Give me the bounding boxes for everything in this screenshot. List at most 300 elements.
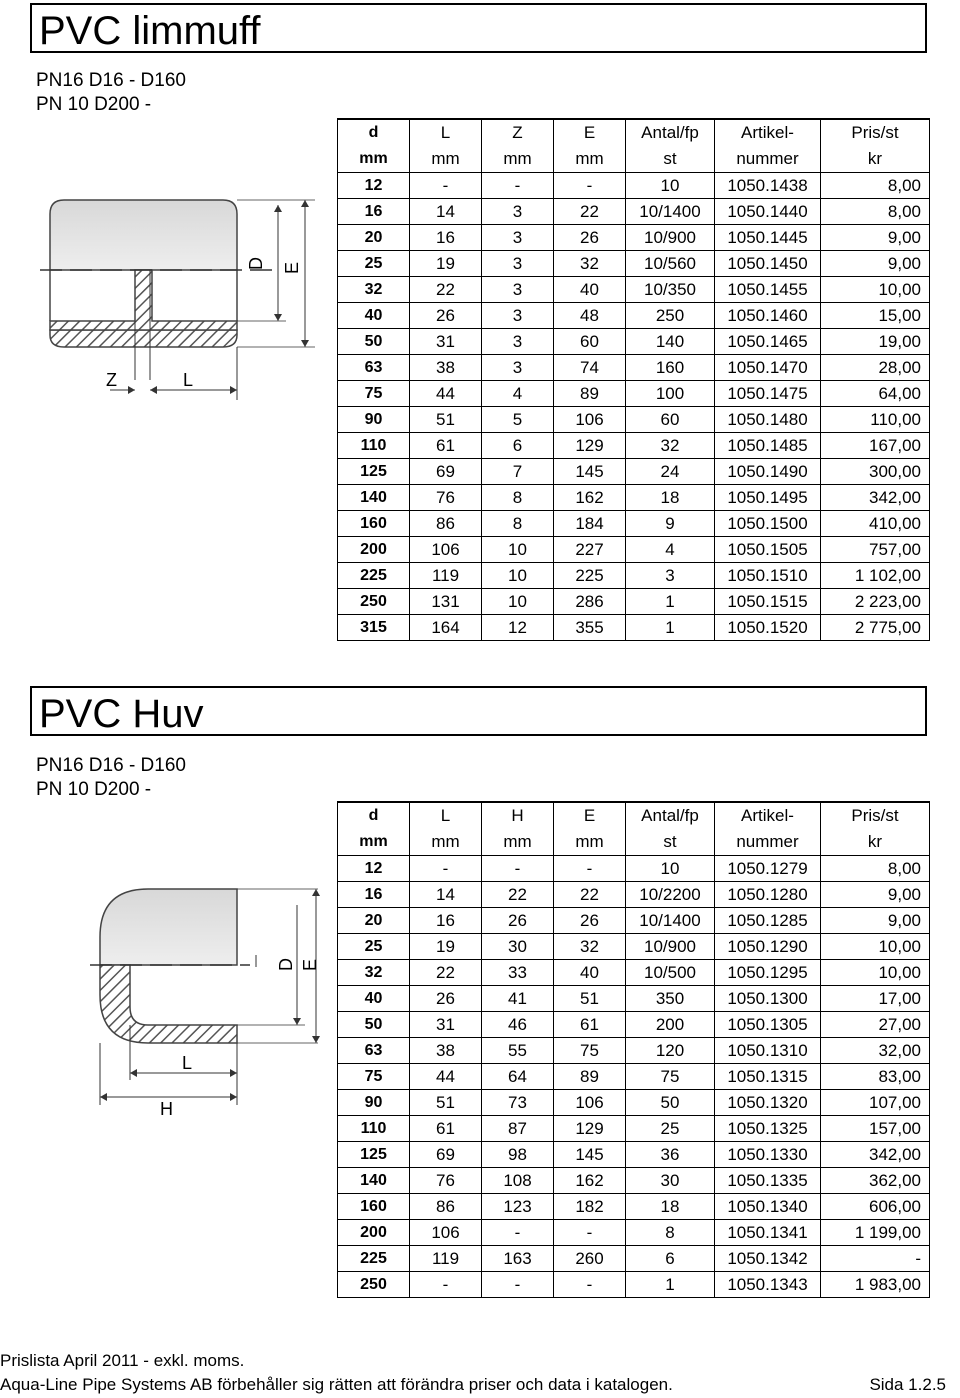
table-cell: 19,00	[821, 329, 930, 355]
table-cell: 44	[410, 381, 482, 407]
table-cell: 89	[554, 381, 626, 407]
table-cell: 31	[410, 329, 482, 355]
table-cell: -	[410, 1272, 482, 1298]
table-cell: 86	[410, 1194, 482, 1220]
table-cell: -	[410, 856, 482, 882]
section-title-box	[30, 686, 927, 736]
table-cell: 1050.1335	[715, 1168, 821, 1194]
table-cell: 1050.1505	[715, 537, 821, 563]
header-cell: L	[410, 119, 482, 146]
table-cell: 225	[338, 563, 410, 589]
table-cell: 1050.1340	[715, 1194, 821, 1220]
table-cell: 145	[554, 459, 626, 485]
table-cell: 22	[410, 277, 482, 303]
header-cell: L	[410, 802, 482, 829]
price-table	[337, 118, 930, 641]
table-cell: 342,00	[821, 1142, 930, 1168]
table-cell: 16	[410, 908, 482, 934]
table-cell: 227	[554, 537, 626, 563]
section-title-box	[30, 3, 927, 53]
table-cell: 8	[482, 485, 554, 511]
table-cell: 1050.1280	[715, 882, 821, 908]
table-cell: 106	[410, 537, 482, 563]
table-cell: 182	[554, 1194, 626, 1220]
table-cell: -	[554, 1220, 626, 1246]
table-cell: 1050.1515	[715, 589, 821, 615]
table-cell: 76	[410, 1168, 482, 1194]
table-cell: 22	[554, 882, 626, 908]
table-cell: 86	[410, 511, 482, 537]
table-cell: 1050.1285	[715, 908, 821, 934]
table-cell: 355	[554, 615, 626, 641]
table-cell: 63	[338, 1038, 410, 1064]
cap-diagram	[90, 875, 330, 1120]
table-cell: 757,00	[821, 537, 930, 563]
table-cell: 6	[482, 433, 554, 459]
table-cell: 1050.1470	[715, 355, 821, 381]
table-cell: -	[821, 1246, 930, 1272]
table-cell: 129	[554, 1116, 626, 1142]
table-cell: 25	[338, 934, 410, 960]
table-cell: 41	[482, 986, 554, 1012]
table-cell: 1	[626, 589, 715, 615]
table-cell: 1050.1500	[715, 511, 821, 537]
table-cell: 33	[482, 960, 554, 986]
table-cell: 51	[410, 407, 482, 433]
table-cell: 10	[626, 173, 715, 199]
table-cell: 32	[338, 960, 410, 986]
table-cell: 36	[626, 1142, 715, 1168]
table-cell: 1050.1455	[715, 277, 821, 303]
table-cell: 40	[554, 960, 626, 986]
table-cell: 69	[410, 459, 482, 485]
table-row	[338, 277, 930, 303]
spec-line: PN 10 D200 -	[36, 779, 152, 800]
table-cell: 1050.1342	[715, 1246, 821, 1272]
table-cell: 61	[554, 1012, 626, 1038]
table-cell: 25	[626, 1116, 715, 1142]
table-cell: 24	[626, 459, 715, 485]
table-cell: 14	[410, 882, 482, 908]
table-cell: 10,00	[821, 277, 930, 303]
table-cell: 30	[626, 1168, 715, 1194]
table-row	[338, 1012, 930, 1038]
table-cell: 16	[338, 199, 410, 225]
table-cell: 38	[410, 1038, 482, 1064]
table-cell: 1050.1320	[715, 1090, 821, 1116]
table-row	[338, 225, 930, 251]
table-cell: 300,00	[821, 459, 930, 485]
table-cell: 27,00	[821, 1012, 930, 1038]
table-cell: 32	[338, 277, 410, 303]
table-cell: 98	[482, 1142, 554, 1168]
table-cell: 64	[482, 1064, 554, 1090]
table-cell: 140	[626, 329, 715, 355]
table-cell: 160	[626, 355, 715, 381]
table-cell: 61	[410, 1116, 482, 1142]
table-row	[338, 1194, 930, 1220]
table-cell: 1050.1490	[715, 459, 821, 485]
page-number: Sida 1.2.5	[869, 1375, 946, 1394]
header-cell: E	[554, 119, 626, 146]
table-cell: 350	[626, 986, 715, 1012]
table-cell: 10/560	[626, 251, 715, 277]
dim-label-h: H	[160, 1099, 173, 1119]
header-cell: mm	[482, 146, 554, 173]
table-cell: 164	[410, 615, 482, 641]
table-cell: 10,00	[821, 934, 930, 960]
table-cell: 4	[482, 381, 554, 407]
table-cell: 106	[554, 1090, 626, 1116]
table-cell: 131	[410, 589, 482, 615]
header-cell: E	[554, 802, 626, 829]
table-row	[338, 433, 930, 459]
table-cell: 184	[554, 511, 626, 537]
table-cell: -	[554, 856, 626, 882]
table-cell: 75	[338, 381, 410, 407]
table-cell: 315	[338, 615, 410, 641]
table-cell: 63	[338, 355, 410, 381]
table-cell: 1 199,00	[821, 1220, 930, 1246]
table-cell: 73	[482, 1090, 554, 1116]
table-cell: 8	[626, 1220, 715, 1246]
table-row	[338, 1038, 930, 1064]
header-cell: Pris/st	[821, 119, 930, 146]
table-cell: 3	[482, 303, 554, 329]
spec-line: PN16 D16 - D160	[36, 70, 186, 91]
table-cell: 32	[554, 934, 626, 960]
table-cell: 1050.1440	[715, 199, 821, 225]
table-cell: 48	[554, 303, 626, 329]
table-cell: 260	[554, 1246, 626, 1272]
table-cell: 119	[410, 563, 482, 589]
table-cell: 3	[482, 277, 554, 303]
table-cell: 157,00	[821, 1116, 930, 1142]
table-cell: 18	[626, 1194, 715, 1220]
coupling-diagram	[40, 190, 330, 410]
table-cell: 106	[554, 407, 626, 433]
table-cell: 18	[626, 485, 715, 511]
header-cell: Antal/fp	[626, 802, 715, 829]
header-cell: d	[338, 119, 410, 146]
table-cell: 16	[410, 225, 482, 251]
table-row	[338, 199, 930, 225]
table-row	[338, 459, 930, 485]
table-row	[338, 1168, 930, 1194]
header-cell: kr	[821, 829, 930, 856]
table-cell: 3	[482, 251, 554, 277]
table-cell: 90	[338, 407, 410, 433]
table-row	[338, 381, 930, 407]
table-cell: 106	[410, 1220, 482, 1246]
table-row	[338, 485, 930, 511]
table-cell: 26	[410, 303, 482, 329]
table-cell: 1050.1495	[715, 485, 821, 511]
table-cell: -	[482, 856, 554, 882]
table-row	[338, 563, 930, 589]
table-cell: 15,00	[821, 303, 930, 329]
table-cell: 10/500	[626, 960, 715, 986]
table-cell: 12	[482, 615, 554, 641]
header-cell: d	[338, 802, 410, 829]
table-cell: 10,00	[821, 960, 930, 986]
table-cell: 200	[338, 1220, 410, 1246]
table-cell: -	[482, 1220, 554, 1246]
table-cell: 8	[482, 511, 554, 537]
table-cell: 5	[482, 407, 554, 433]
table-cell: 22	[410, 960, 482, 986]
table-cell: 1050.1520	[715, 615, 821, 641]
dim-label-z: Z	[106, 370, 117, 390]
table-cell: 8,00	[821, 199, 930, 225]
dim-label-d: D	[246, 257, 266, 270]
table-cell: 286	[554, 589, 626, 615]
table-cell: 1050.1465	[715, 329, 821, 355]
table-cell: 90	[338, 1090, 410, 1116]
table-row	[338, 303, 930, 329]
table-cell: 60	[626, 407, 715, 433]
dim-label-e: E	[300, 958, 320, 971]
table-row	[338, 882, 930, 908]
price-table	[337, 801, 930, 1298]
table-cell: 10	[482, 589, 554, 615]
table-cell: 129	[554, 433, 626, 459]
table-cell: 250	[338, 1272, 410, 1298]
table-cell: 1050.1450	[715, 251, 821, 277]
table-cell: 40	[338, 986, 410, 1012]
table-cell: 20	[338, 225, 410, 251]
table-cell: 10/2200	[626, 882, 715, 908]
table-cell: 140	[338, 1168, 410, 1194]
table-cell: 10	[626, 856, 715, 882]
table-cell: -	[554, 1272, 626, 1298]
table-cell: 125	[338, 1142, 410, 1168]
table-cell: 87	[482, 1116, 554, 1142]
table-cell: 12	[338, 856, 410, 882]
header-cell: mm	[410, 829, 482, 856]
table-cell: 145	[554, 1142, 626, 1168]
table-cell: 83,00	[821, 1064, 930, 1090]
section-title: PVC limmuff	[39, 9, 261, 53]
table-cell: 69	[410, 1142, 482, 1168]
table-cell: 1050.1330	[715, 1142, 821, 1168]
table-row	[338, 1246, 930, 1272]
table-row	[338, 960, 930, 986]
table-cell: 110,00	[821, 407, 930, 433]
dim-label-l: L	[183, 370, 194, 390]
header-cell: Pris/st	[821, 802, 930, 829]
table-cell: 8,00	[821, 173, 930, 199]
table-cell: 163	[482, 1246, 554, 1272]
table-cell: 3	[482, 225, 554, 251]
table-cell: 6	[626, 1246, 715, 1272]
table-cell: 1050.1460	[715, 303, 821, 329]
table-cell: 1050.1445	[715, 225, 821, 251]
table-cell: 10	[482, 563, 554, 589]
table-cell: 9,00	[821, 225, 930, 251]
table-row	[338, 511, 930, 537]
header-cell: mm	[482, 829, 554, 856]
table-cell: 60	[554, 329, 626, 355]
table-cell: 32	[554, 251, 626, 277]
table-row	[338, 537, 930, 563]
table-cell: 1050.1290	[715, 934, 821, 960]
table-cell: 32	[626, 433, 715, 459]
table-cell: 89	[554, 1064, 626, 1090]
table-cell: 1 983,00	[821, 1272, 930, 1298]
table-cell: 40	[338, 303, 410, 329]
table-cell: 26	[554, 225, 626, 251]
table-row	[338, 407, 930, 433]
header-cell: mm	[554, 146, 626, 173]
table-cell: -	[482, 173, 554, 199]
table-cell: 28,00	[821, 355, 930, 381]
table-cell: 8,00	[821, 856, 930, 882]
table-cell: 10/900	[626, 225, 715, 251]
header-cell: mm	[338, 146, 410, 173]
table-cell: 1 102,00	[821, 563, 930, 589]
header-cell: H	[482, 802, 554, 829]
table-cell: 2 775,00	[821, 615, 930, 641]
table-cell: 12	[338, 173, 410, 199]
table-cell: 1050.1438	[715, 173, 821, 199]
table-row	[338, 1116, 930, 1142]
table-cell: 3	[482, 355, 554, 381]
table-cell: 3	[626, 563, 715, 589]
table-cell: 1050.1475	[715, 381, 821, 407]
table-cell: 51	[410, 1090, 482, 1116]
table-cell: 61	[410, 433, 482, 459]
table-row	[338, 986, 930, 1012]
header-cell: mm	[338, 829, 410, 856]
table-cell: 1050.1310	[715, 1038, 821, 1064]
table-cell: 1050.1279	[715, 856, 821, 882]
table-row	[338, 589, 930, 615]
table-cell: 55	[482, 1038, 554, 1064]
header-cell: st	[626, 146, 715, 173]
table-cell: 46	[482, 1012, 554, 1038]
dim-label-d: D	[276, 958, 296, 971]
table-cell: 162	[554, 1168, 626, 1194]
spec-block	[36, 69, 186, 117]
table-row	[338, 908, 930, 934]
table-row	[338, 1064, 930, 1090]
table-row	[338, 1090, 930, 1116]
section-title: PVC Huv	[39, 692, 204, 736]
table-row	[338, 355, 930, 381]
table-cell: 1050.1305	[715, 1012, 821, 1038]
table-cell: 167,00	[821, 433, 930, 459]
table-cell: 2 223,00	[821, 589, 930, 615]
table-cell: 10	[482, 537, 554, 563]
table-cell: 19	[410, 934, 482, 960]
table-cell: 40	[554, 277, 626, 303]
header-cell: kr	[821, 146, 930, 173]
table-cell: 125	[338, 459, 410, 485]
header-cell: st	[626, 829, 715, 856]
table-cell: 10/1400	[626, 199, 715, 225]
table-cell: 362,00	[821, 1168, 930, 1194]
table-row	[338, 251, 930, 277]
table-cell: 1050.1341	[715, 1220, 821, 1246]
header-cell: mm	[554, 829, 626, 856]
table-cell: 31	[410, 1012, 482, 1038]
table-cell: 51	[554, 986, 626, 1012]
table-row	[338, 1142, 930, 1168]
header-cell: nummer	[715, 146, 821, 173]
header-cell: Artikel-	[715, 119, 821, 146]
table-cell: 17,00	[821, 986, 930, 1012]
header-cell: Z	[482, 119, 554, 146]
table-cell: 225	[338, 1246, 410, 1272]
table-cell: 123	[482, 1194, 554, 1220]
table-cell: 9,00	[821, 882, 930, 908]
table-cell: 1050.1315	[715, 1064, 821, 1090]
spec-line: PN16 D16 - D160	[36, 755, 186, 776]
table-cell: 9	[626, 511, 715, 537]
table-cell: 4	[626, 537, 715, 563]
table-cell: 160	[338, 1194, 410, 1220]
table-cell: 19	[410, 251, 482, 277]
table-cell: 1050.1300	[715, 986, 821, 1012]
table-row	[338, 934, 930, 960]
footer-line: Prislista April 2011 - exkl. moms.	[0, 1351, 245, 1370]
table-cell: 38	[410, 355, 482, 381]
table-cell: 64,00	[821, 381, 930, 407]
spec-line: PN 10 D200 -	[36, 94, 152, 115]
table-cell: 75	[626, 1064, 715, 1090]
table-cell: 50	[338, 329, 410, 355]
table-cell: 74	[554, 355, 626, 381]
table-cell: 14	[410, 199, 482, 225]
table-cell: 22	[482, 882, 554, 908]
table-cell: 225	[554, 563, 626, 589]
table-cell: 44	[410, 1064, 482, 1090]
spec-block	[36, 754, 186, 802]
table-cell: 16	[338, 882, 410, 908]
table-cell: 10/900	[626, 934, 715, 960]
table-cell: 1050.1485	[715, 433, 821, 459]
table-cell: 9,00	[821, 251, 930, 277]
table-cell: 50	[338, 1012, 410, 1038]
table-row	[338, 1220, 930, 1246]
table-cell: 140	[338, 485, 410, 511]
header-cell: nummer	[715, 829, 821, 856]
table-cell: 26	[482, 908, 554, 934]
table-cell: -	[554, 173, 626, 199]
table-cell: 7	[482, 459, 554, 485]
table-cell: 119	[410, 1246, 482, 1272]
table-cell: 26	[410, 986, 482, 1012]
table-cell: 250	[338, 589, 410, 615]
table-cell: 3	[482, 329, 554, 355]
table-cell: 100	[626, 381, 715, 407]
table-cell: 250	[626, 303, 715, 329]
table-cell: 1	[626, 615, 715, 641]
table-cell: 9,00	[821, 908, 930, 934]
header-cell: mm	[410, 146, 482, 173]
table-cell: 20	[338, 908, 410, 934]
table-cell: 32,00	[821, 1038, 930, 1064]
table-cell: 200	[338, 537, 410, 563]
header-cell: Antal/fp	[626, 119, 715, 146]
table-cell: -	[482, 1272, 554, 1298]
table-row	[338, 1272, 930, 1298]
footer-disclaimer: Aqua-Line Pipe Systems AB förbehåller sig rätten att förändra priser och data i katalogen.	[0, 1375, 673, 1394]
table-cell: 110	[338, 433, 410, 459]
table-cell: 1050.1510	[715, 563, 821, 589]
table-cell: 162	[554, 485, 626, 511]
